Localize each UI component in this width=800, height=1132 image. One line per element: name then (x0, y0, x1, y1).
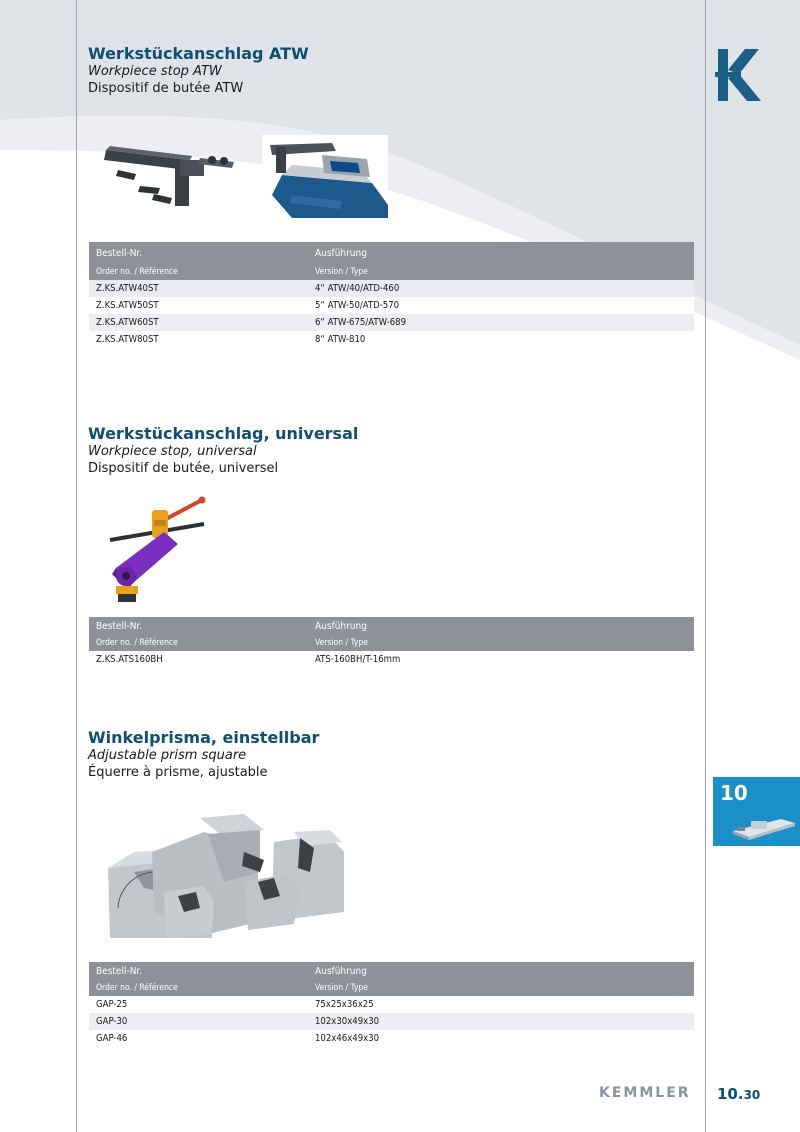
table-row (89, 1013, 694, 1030)
version: 102x30x49x30 (315, 1016, 380, 1027)
version: 75x25x36x25 (315, 999, 374, 1010)
table-row (89, 314, 694, 331)
section-title-de: Werkstückanschlag, universal (88, 424, 359, 443)
chapter-tab[interactable] (713, 777, 800, 846)
page-number-main: 10. (717, 1085, 744, 1103)
section-title-fr: Dispositif de butée, universel (88, 461, 279, 476)
section-title-de: Winkelprisma, einstellbar (88, 728, 320, 747)
table-header (89, 617, 694, 651)
order-number: Z.KS.ATW50ST (96, 300, 159, 311)
vise-thumbnail-icon (731, 809, 797, 841)
right-margin-line (705, 0, 706, 1132)
workpiece-stop-atw-parts-image (100, 138, 240, 213)
section-title-de: Werkstückanschlag ATW (88, 44, 309, 63)
page-number (717, 1085, 760, 1103)
order-number: GAP-25 (96, 999, 128, 1010)
order-number: Z.KS.ATS160BH (96, 654, 163, 665)
section-adjustable-prism-square (88, 728, 319, 781)
order-number: GAP-46 (96, 1033, 128, 1044)
section-title-fr: Dispositif de butée ATW (88, 81, 244, 96)
col-order-header-de: Bestell-Nr. (96, 966, 143, 977)
section-title-fr: Équerre à prisme, ajustable (88, 765, 268, 780)
table-universal (89, 617, 694, 668)
workpiece-stop-universal-image (104, 494, 208, 606)
adjustable-prism-square-image (104, 812, 348, 940)
left-margin-line (76, 0, 77, 1132)
table-row (89, 280, 694, 297)
section-workpiece-stop-atw (88, 44, 309, 97)
brand-name: KEMMLER (599, 1085, 691, 1101)
table-row (89, 1030, 694, 1047)
section-title-en: Adjustable prism square (88, 748, 247, 763)
version: ATS-160BH/T-16mm (315, 654, 401, 665)
order-number: Z.KS.ATW40ST (96, 283, 159, 294)
section-workpiece-stop-universal (88, 424, 358, 477)
col-version-header-de: Ausführung (315, 621, 367, 632)
col-version-header-en-fr: Version / Type (315, 638, 368, 648)
chapter-number: 10 (720, 781, 748, 805)
version: 4“ ATW/40/ATD-460 (315, 283, 400, 294)
col-version-header-de: Ausführung (315, 248, 367, 259)
col-version-header-en-fr: Version / Type (315, 267, 368, 277)
table-row (89, 331, 694, 348)
col-order-header-en-fr: Order no. / Référence (96, 267, 178, 277)
version: 6“ ATW-675/ATW-689 (315, 317, 407, 328)
table-atw (89, 242, 694, 348)
version: 5“ ATW-50/ATD-570 (315, 300, 400, 311)
col-version-header-de: Ausführung (315, 966, 367, 977)
table-row (89, 996, 694, 1013)
kemmler-k-logo (715, 46, 763, 102)
table-row (89, 651, 694, 668)
version: 8“ ATW-810 (315, 334, 366, 345)
order-number: GAP-30 (96, 1016, 128, 1027)
table-row (89, 297, 694, 314)
page-number-sub: 30 (743, 1088, 761, 1102)
col-version-header-en-fr: Version / Type (315, 983, 368, 993)
col-order-header-en-fr: Order no. / Référence (96, 638, 178, 648)
table-header (89, 242, 694, 280)
col-order-header-de: Bestell-Nr. (96, 248, 143, 259)
version: 102x46x49x30 (315, 1033, 380, 1044)
table-header (89, 962, 694, 996)
col-order-header-en-fr: Order no. / Référence (96, 983, 178, 993)
section-title-en: Workpiece stop, universal (88, 444, 257, 459)
order-number: Z.KS.ATW60ST (96, 317, 159, 328)
table-prism (89, 962, 694, 1047)
order-number: Z.KS.ATW80ST (96, 334, 159, 345)
section-title-en: Workpiece stop ATW (88, 64, 222, 79)
workpiece-stop-atw-on-vise-image (262, 135, 388, 218)
col-order-header-de: Bestell-Nr. (96, 621, 143, 632)
